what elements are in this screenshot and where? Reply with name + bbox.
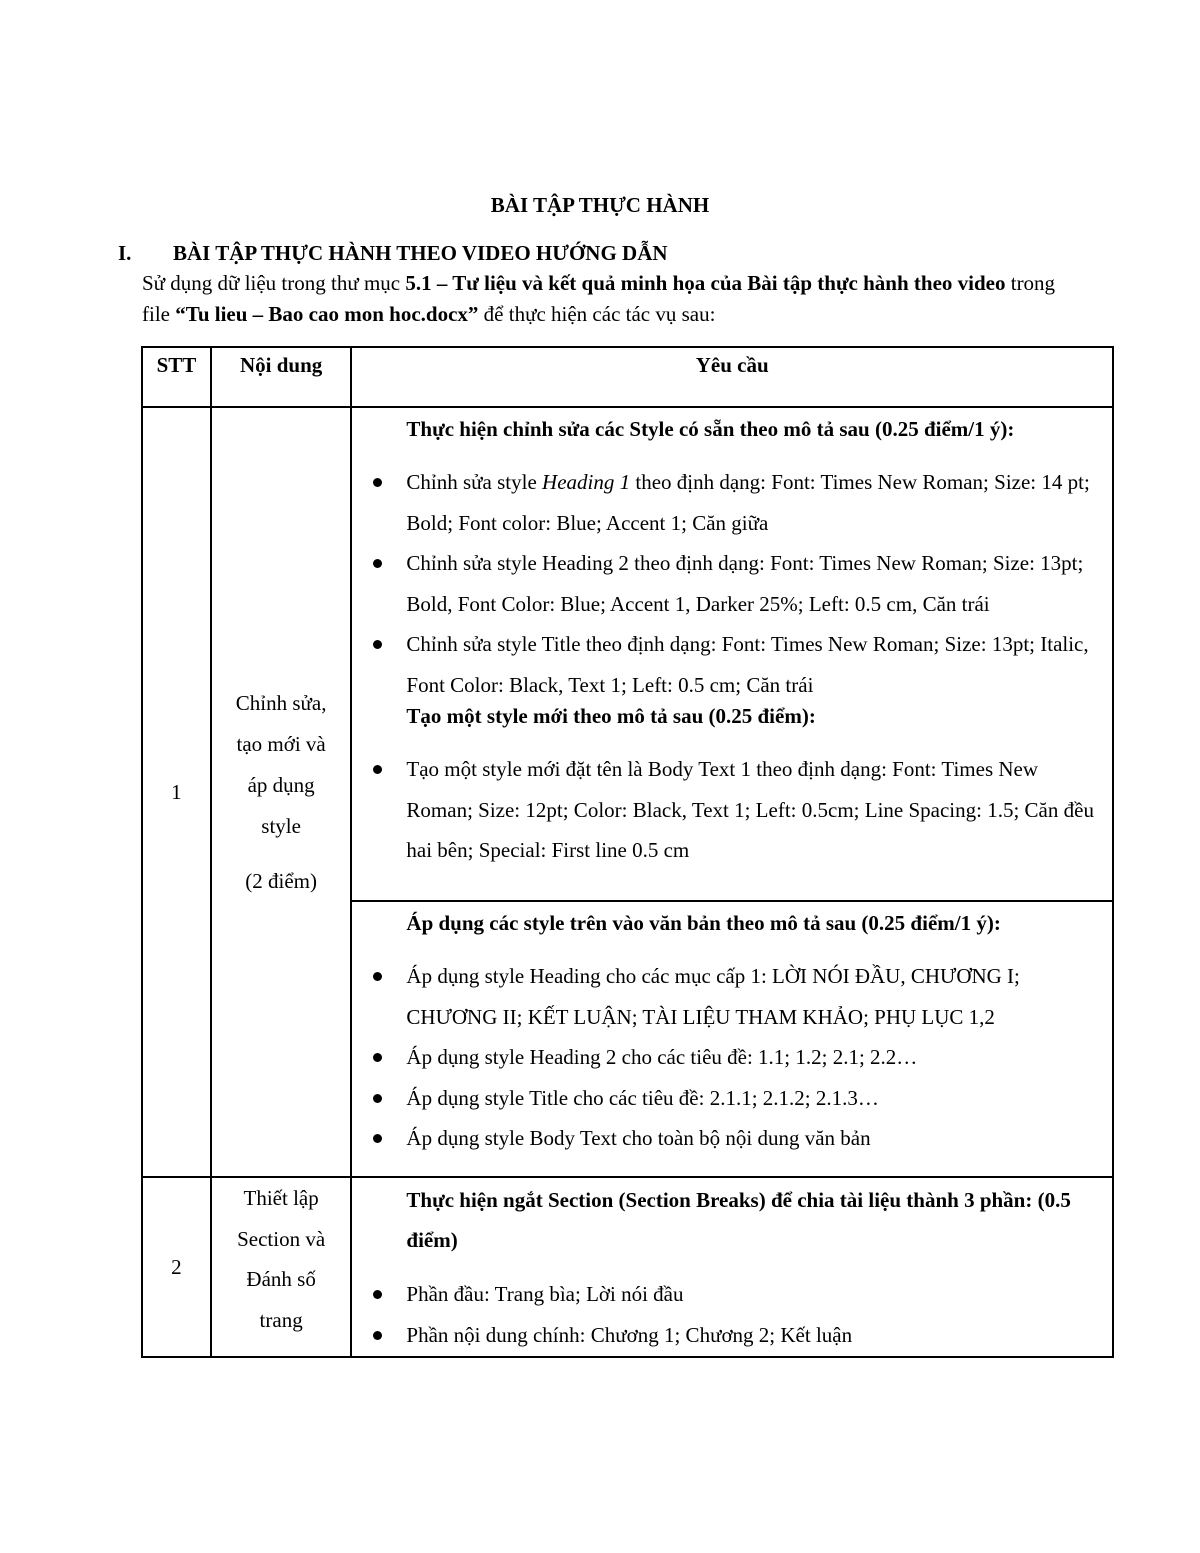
item-text: Áp dụng style Title cho các tiêu đề: 2.1.1; 2.1.2; 2.1.3… bbox=[406, 1085, 879, 1110]
intro-bold-folder: 5.1 – Tư liệu và kết quả minh họa của Bài tập thực hành theo video bbox=[405, 271, 1006, 295]
block1-heading2: Tạo một style mới theo mô tả sau (0.25 điểm): bbox=[406, 704, 816, 728]
bullet-icon bbox=[373, 1290, 382, 1299]
row2-content-line: trang bbox=[259, 1307, 303, 1332]
item-style-name: Heading 1 bbox=[542, 470, 631, 494]
header-content: Nội dung bbox=[211, 347, 352, 407]
list-item bbox=[406, 543, 1104, 624]
bullet-icon bbox=[373, 478, 382, 487]
list-item bbox=[406, 956, 1104, 1037]
item-text: Phần nội dung chính: Chương 1; Chương 2; Kết luận bbox=[406, 1322, 853, 1347]
bullet-icon bbox=[373, 972, 382, 981]
intro-bold-file: “Tu lieu – Bao cao mon hoc.docx” bbox=[175, 302, 479, 326]
list-item bbox=[406, 624, 1104, 705]
row1-content-line: áp dụng bbox=[247, 772, 315, 797]
list-item bbox=[406, 1274, 1104, 1315]
intro-text-3: để thực hiện các tác vụ sau: bbox=[478, 302, 716, 326]
intro-text-2: trong file bbox=[142, 271, 1056, 326]
list-item bbox=[406, 1315, 1104, 1356]
item-text: Áp dụng style Heading cho các mục cấp 1: LỜI NÓI ĐẦU, CHƯƠNG I; CHƯƠNG II; KẾT LUẬN; TÀI LIỆU THAM KHẢO; PHỤ LỤC 1,2 bbox=[406, 964, 1020, 1029]
item-text: Tạo một style mới đặt tên là Body Text 1 theo định dạng: Font: Times New Roman; Size: 12pt; Color: Black, Text 1; Left: 0.5cm; Line Spacing: 1.5; Căn đều hai bên; Special: First line 0.5 cm bbox=[406, 757, 1094, 862]
intro-paragraph bbox=[142, 268, 1082, 330]
row2-list bbox=[406, 1274, 1104, 1355]
row1-content-line: (2 điểm) bbox=[245, 868, 317, 893]
table-row bbox=[142, 1177, 1113, 1357]
item-text: Chỉnh sửa style Title theo định dạng: Font: Times New Roman; Size: 13pt; Italic, Font Color: Black, Text 1; Left: 0.5 cm; Căn trái bbox=[406, 632, 1089, 697]
table-header-row bbox=[142, 347, 1113, 407]
block1-list bbox=[406, 462, 1104, 705]
bullet-icon bbox=[373, 1331, 382, 1340]
item-text: theo định dạng: Font: Times New Roman; Size: 14 pt; Bold; Font color: Blue; Accent 1; Căn giữa bbox=[406, 470, 1090, 535]
item-text: Áp dụng style Body Text cho toàn bộ nội dung văn bản bbox=[406, 1126, 871, 1150]
item-text: Áp dụng style Heading 2 cho các tiêu đề: 1.1; 1.2; 2.1; 2.2… bbox=[406, 1045, 918, 1069]
row1-requirement-block1 bbox=[351, 407, 1113, 901]
row1-content-line: Chỉnh sửa, bbox=[235, 690, 327, 715]
row2-content-line: Thiết lập bbox=[243, 1186, 319, 1210]
block2-list bbox=[406, 956, 1104, 1159]
intro-text-1: Sử dụng dữ liệu trong thư mục bbox=[142, 271, 406, 295]
section-heading bbox=[118, 238, 668, 268]
bullet-icon bbox=[373, 765, 382, 774]
item-text: Chỉnh sửa style bbox=[406, 470, 543, 494]
row2-requirement bbox=[351, 1177, 1113, 1357]
document-title: BÀI TẬP THỰC HÀNH bbox=[490, 193, 710, 217]
item-text: Chỉnh sửa style Heading 2 theo định dạng: Font: Times New Roman; Size: 13pt; Bold, Font Color: Blue; Accent 1, Darker 25%; Left: 0.5 cm, Căn trái bbox=[406, 551, 1084, 616]
item-text: Phần đầu: Trang bìa; Lời nói đầu bbox=[406, 1282, 684, 1306]
bullet-icon bbox=[373, 1053, 382, 1062]
row1-content bbox=[211, 407, 352, 1177]
bullet-icon bbox=[373, 1134, 382, 1143]
header-stt: STT bbox=[142, 347, 211, 407]
table-row bbox=[142, 407, 1113, 901]
section-heading-text: BÀI TẬP THỰC HÀNH THEO VIDEO HƯỚNG DẪN bbox=[173, 241, 668, 265]
block2-heading: Áp dụng các style trên vào văn bản theo mô tả sau (0.25 điểm/1 ý): bbox=[406, 911, 1001, 935]
bullet-icon bbox=[373, 640, 382, 649]
row2-stt: 2 bbox=[142, 1177, 211, 1357]
header-requirement: Yêu cầu bbox=[351, 347, 1113, 407]
row2-content bbox=[211, 1177, 352, 1357]
list-item bbox=[406, 1037, 1104, 1078]
list-item bbox=[406, 749, 1104, 871]
row1-requirement-block2 bbox=[351, 901, 1113, 1177]
list-item bbox=[406, 1118, 1104, 1159]
row1-content-line: tạo mới và bbox=[236, 731, 326, 756]
list-item bbox=[406, 462, 1104, 543]
bullet-icon bbox=[373, 559, 382, 568]
row1-content-line: style bbox=[261, 813, 301, 838]
task-table bbox=[141, 346, 1114, 1358]
block1-heading: Thực hiện chỉnh sửa các Style có sẵn theo mô tả sau (0.25 điểm/1 ý): bbox=[406, 417, 1015, 441]
list-item bbox=[406, 1078, 1104, 1119]
row2-content-line: Đánh số bbox=[246, 1267, 316, 1291]
row1-stt: 1 bbox=[142, 407, 211, 1177]
section-number: I. bbox=[118, 241, 132, 265]
bullet-icon bbox=[373, 1094, 382, 1103]
row2-heading: Thực hiện ngắt Section (Section Breaks) để chia tài liệu thành 3 phần: (0.5 điểm) bbox=[406, 1188, 1071, 1252]
row2-content-line: Section và bbox=[237, 1226, 326, 1251]
block1-list2 bbox=[406, 749, 1104, 871]
